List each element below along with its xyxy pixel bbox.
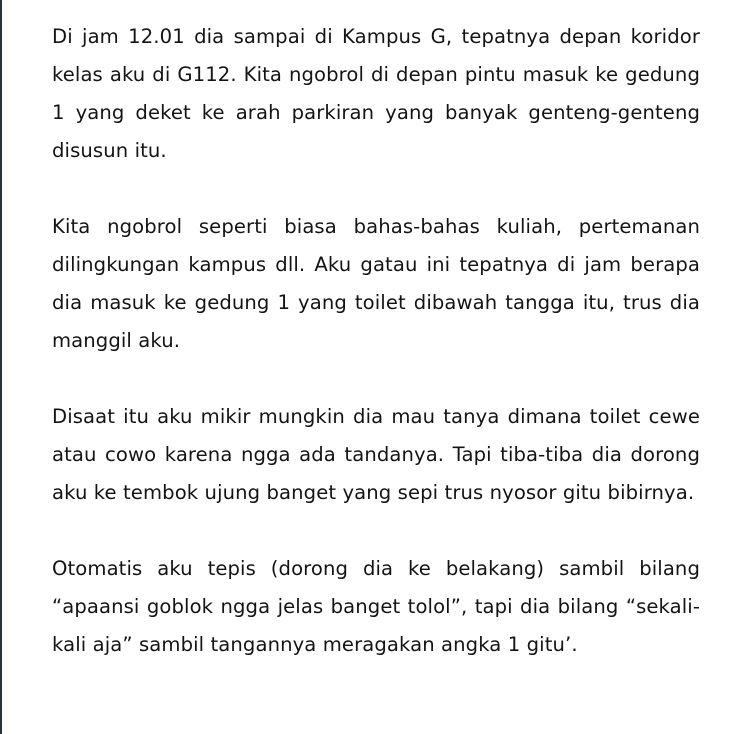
paragraph-4: Otomatis aku tepis (dorong dia ke belakang) sambil bilang “apaansi goblok ngga jelas banget tolol”, tapi dia bilang “sekali-kali aja” sambil tangannya meragakan angka 1 gitu’. [52, 557, 700, 656]
paragraph-3: Disaat itu aku mikir mungkin dia mau tanya dimana toilet cewe atau cowo karena ngga ada tandanya. Tapi tiba-tiba dia dorong aku ke tembok ujung banget yang sepi trus nyosor gitu bibirnya. [52, 405, 700, 504]
document-body [52, 18, 700, 702]
left-edge-border [0, 0, 2, 734]
paragraph-2: Kita ngobrol seperti biasa bahas-bahas kuliah, pertemanan dilingkungan kampus dll. Aku gatau ini tepatnya di jam berapa dia masuk ke gedung 1 yang toilet dibawah tangga itu, trus dia manggil aku. [52, 215, 700, 352]
paragraph-1: Di jam 12.01 dia sampai di Kampus G, tepatnya depan koridor kelas aku di G112. Kita ngobrol di depan pintu masuk ke gedung 1 yang deket ke arah parkiran yang banyak genteng-genteng disusun itu. [52, 25, 700, 162]
